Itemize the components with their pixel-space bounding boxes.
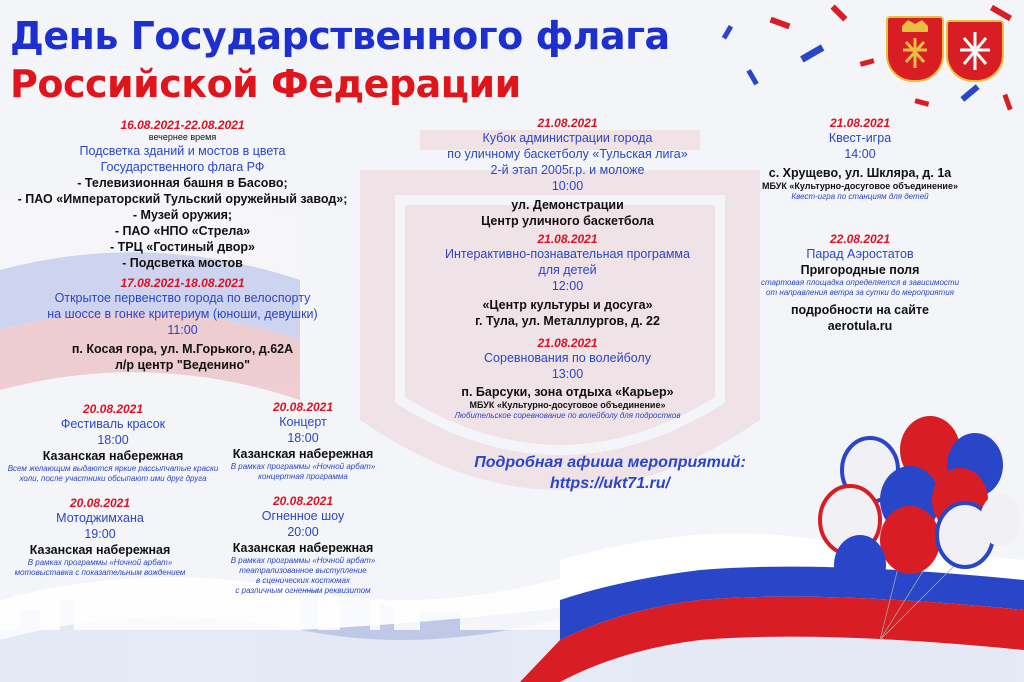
event-title: Фестиваль красок	[60, 417, 166, 431]
event-fire-show	[224, 494, 382, 596]
event-quest	[745, 116, 975, 202]
swords-icon	[948, 22, 1002, 80]
event-illumination	[10, 118, 355, 271]
event-note: Квест-игра по станциям для детей	[791, 192, 929, 201]
event-time: 13:00	[551, 367, 584, 381]
event-organizer: МБУК «Культурно-досуговое объединение»	[762, 181, 958, 191]
event-title: 2-й этап 2005г.р. и моложе	[490, 163, 645, 177]
event-title: Квест-игра	[828, 131, 892, 145]
event-note: Всем желающим выдаются яркие рассыпчатые краски	[7, 464, 219, 473]
event-place: Казанская набережная	[29, 543, 171, 557]
event-place: п. Барсуки, зона отдыха «Карьер»	[461, 385, 674, 399]
event-note: Любительское соревнование по волейболу для подростков	[454, 411, 681, 420]
event-place: Пригородные поля	[800, 263, 920, 277]
event-concert	[224, 400, 382, 482]
event-note: стартовая площадка определяется в зависимости	[760, 278, 960, 287]
page-title-line2: Российской Федерации	[10, 62, 521, 106]
event-date: 20.08.2021	[272, 494, 334, 508]
event-note: с различным огненным реквизитом	[235, 586, 371, 595]
event-title: Подсветка зданий и мостов в цвета	[79, 144, 286, 158]
list-item: - ПАО «Императорский Тульский оружейный завод»;	[17, 192, 348, 206]
event-time: 18:00	[97, 433, 129, 447]
tula-city-emblem	[946, 20, 1004, 82]
event-time: 12:00	[551, 279, 584, 293]
event-place: Казанская набережная	[42, 449, 184, 463]
page-title-line1: День Государственного флага	[10, 14, 670, 58]
event-place: Казанская набережная	[232, 541, 374, 555]
event-note: В рамках программы «Ночной арбат»	[27, 558, 173, 567]
event-place: г. Тула, ул. Металлургов, д. 22	[475, 314, 660, 328]
event-title: на шоссе в гонке критериум (юноши, девушки)	[47, 307, 318, 321]
poster-url-link[interactable]: https://ukt71.ru/	[549, 475, 670, 492]
event-title: Интерактивно-познавательная программа	[445, 247, 690, 261]
event-balloon-parade	[745, 232, 975, 334]
event-title: Кубок администрации города	[482, 131, 653, 145]
event-note: В рамках программы «Ночной арбат»	[230, 556, 376, 565]
event-date: 22.08.2021	[829, 232, 891, 246]
event-place: Казанская набережная	[232, 447, 374, 461]
event-title: Концерт	[279, 415, 327, 429]
event-website: aerotula.ru	[827, 319, 893, 333]
event-place: л/р центр "Веденино"	[114, 358, 251, 372]
event-title: Соревнования по волейболу	[484, 351, 651, 365]
event-date: 20.08.2021	[69, 496, 131, 510]
event-place: «Центр культуры и досуга»	[482, 298, 653, 312]
event-place: Центр уличного баскетбола	[481, 214, 654, 228]
event-title: Мотоджимхана	[56, 511, 144, 525]
event-date: 21.08.2021	[537, 116, 598, 130]
event-note: от направления ветра за сутки до мероприятия	[766, 288, 954, 297]
event-organizer: МБУК «Культурно-досуговое объединение»	[469, 400, 666, 410]
event-date: 17.08.2021-18.08.2021	[120, 276, 245, 290]
event-date: 21.08.2021	[829, 116, 891, 130]
event-date: 20.08.2021	[82, 402, 144, 416]
event-note: В рамках программы «Ночной арбат»	[230, 462, 376, 471]
list-item: - Телевизионная башня в Басово;	[77, 176, 288, 190]
event-date: 20.08.2021	[272, 400, 334, 414]
list-item: - Подсветка мостов	[122, 256, 243, 270]
event-place: с. Хрущево, ул. Шкляра, д. 1а	[768, 166, 952, 180]
event-time: 20:00	[287, 525, 319, 539]
event-note: мотовыставка с показательным вождением	[14, 568, 186, 577]
list-item: - ПАО «НПО «Стрела»	[114, 224, 251, 238]
event-moto	[0, 496, 200, 578]
event-note: концертная программа	[258, 472, 348, 481]
poster-info	[440, 452, 780, 494]
event-time: 19:00	[84, 527, 116, 541]
crown-icon	[888, 18, 942, 80]
event-kids-program	[400, 232, 735, 329]
event-note: театрализованное выступление	[239, 566, 367, 575]
event-date: 21.08.2021	[537, 336, 598, 350]
list-item: - Музей оружия;	[132, 208, 233, 222]
event-time: 14:00	[844, 147, 876, 161]
event-title: для детей	[538, 263, 597, 277]
event-title: Парад Аэростатов	[806, 247, 914, 261]
event-title: Огненное шоу	[261, 509, 345, 523]
event-note: холи, после участники обсыпают ими друг друга	[19, 474, 207, 483]
event-title: Государственного флага РФ	[100, 160, 265, 174]
event-title: по уличному баскетболу «Тульская лига»	[447, 147, 688, 161]
poster-text: Подробная афиша мероприятий:	[474, 454, 746, 471]
event-note: в сценических костюмах	[255, 576, 351, 585]
event-colors-fest	[0, 402, 226, 484]
event-title: Открытое первенство города по велоспорту	[54, 291, 311, 305]
tula-region-emblem	[886, 16, 944, 82]
event-volleyball	[400, 336, 735, 421]
event-date: 21.08.2021	[537, 232, 598, 246]
list-item: - ТРЦ «Гостиный двор»	[110, 240, 255, 254]
event-time: 10:00	[551, 179, 584, 193]
event-basketball	[400, 116, 735, 229]
event-time: 11:00	[167, 323, 198, 337]
event-cycling	[10, 276, 355, 373]
event-place: п. Косая гора, ул. М.Горького, д.62А	[71, 342, 294, 356]
event-time: 18:00	[287, 431, 319, 445]
event-date: 16.08.2021-22.08.2021	[120, 118, 245, 132]
event-time-note: вечернее время	[148, 132, 217, 142]
event-place: ул. Демонстрации	[511, 198, 624, 212]
event-more-info: подробности на сайте	[791, 303, 929, 317]
